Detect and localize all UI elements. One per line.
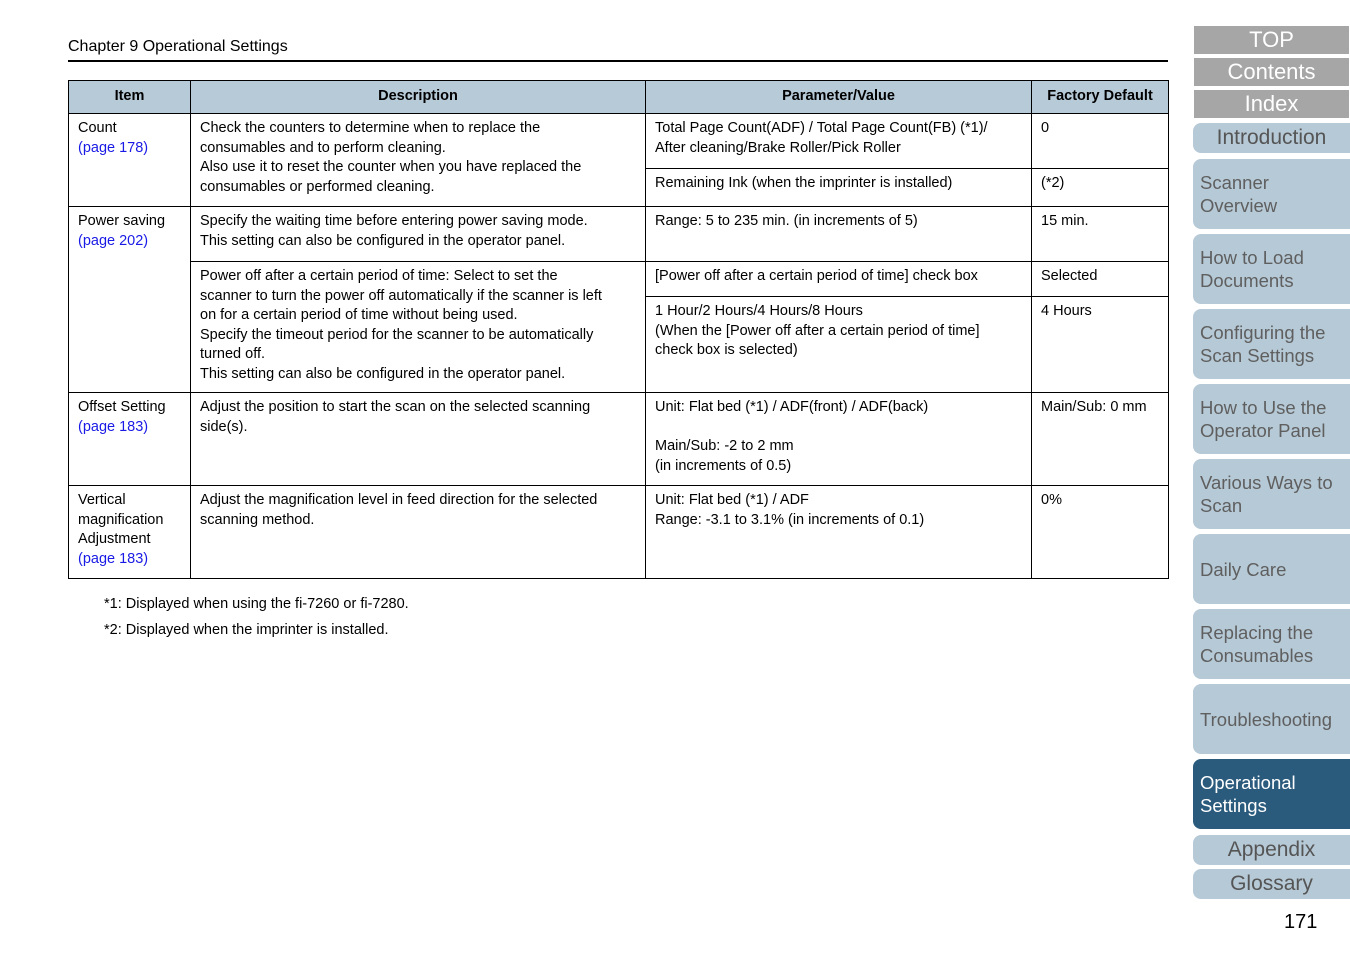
description-line: Check the counters to determine when to replace the [200,120,541,136]
nav-troubleshooting[interactable] [1193,684,1350,754]
page-link[interactable]: (page 178) [78,139,149,156]
table-row [69,486,1169,579]
nav-label: Various Ways to [1200,472,1333,493]
nav-label: Configuring the [1200,322,1326,343]
description-cell [191,262,646,393]
settings-table [68,80,1169,579]
parameter-cell [646,486,1032,579]
parameter-line: After cleaning/Brake Roller/Pick Roller [655,139,901,156]
column-header-default: Factory Default [1032,81,1169,114]
nav-label: How to Load [1200,247,1304,268]
nav-label: Daily Care [1200,558,1287,580]
nav-how-to-load[interactable] [1193,234,1350,304]
nav-appendix[interactable]: Appendix [1193,835,1350,865]
description-line: turned off. [200,346,266,362]
nav-label: Scanner [1200,172,1269,193]
table-row [69,207,1169,262]
parameter-line: Total Page Count(ADF) / Total Page Count(FB) (*1)/ [655,120,988,136]
blank-line [655,418,1022,438]
item-name: Power saving [78,213,166,229]
description-line: scanning method. [200,511,315,528]
nav-scanner-overview[interactable] [1193,159,1350,229]
description-cell [191,207,646,262]
table-row [69,114,1169,169]
page-link[interactable]: (page 202) [78,232,149,249]
description-line: This setting can also be configured in the operator panel. [200,365,566,382]
nav-glossary[interactable]: Glossary [1193,869,1350,899]
table-row [69,262,1169,297]
parameter-line: check box is selected) [655,342,798,358]
nav-replacing-consumables[interactable] [1193,609,1350,679]
default-cell: Selected [1032,262,1169,297]
parameter-line: (in increments of 0.5) [655,457,792,474]
default-cell: Main/Sub: 0 mm [1032,393,1169,486]
description-line: Specify the timeout period for the scanner to be automatically [200,326,594,343]
nav-label: Overview [1200,195,1278,216]
parameter-cell: Remaining Ink (when the imprinter is installed) [646,169,1032,207]
description-line: consumables or performed cleaning. [200,178,435,195]
nav-index-button[interactable]: Index [1194,90,1349,118]
parameter-line: (When the [Power off after a certain period of time] [655,322,980,339]
description-line: consumables and to perform cleaning. [200,139,446,156]
item-cell [69,114,191,207]
table-header-row [69,81,1169,114]
table-row [69,393,1169,486]
footnotes [104,595,409,647]
nav-label: Settings [1200,795,1267,816]
nav-contents-button[interactable]: Contents [1194,58,1349,86]
parameter-line: Unit: Flat bed (*1) / ADF(front) / ADF(back) [655,399,929,415]
item-name: Adjustment [78,531,151,547]
description-line: scanner to turn the power off automatically if the scanner is left [200,287,602,304]
description-cell [191,393,646,486]
description-cell [191,486,646,579]
item-name: magnification [78,511,164,528]
description-line: Adjust the magnification level in feed direction for the selected [200,492,598,508]
nav-configuring-scan[interactable] [1193,309,1350,379]
parameter-cell [646,114,1032,169]
default-cell: 0% [1032,486,1169,579]
parameter-line: 1 Hour/2 Hours/4 Hours/8 Hours [655,303,863,319]
parameter-cell: [Power off after a certain period of time] check box [646,262,1032,297]
item-cell [69,207,191,393]
description-line: Power off after a certain period of time: Select to set the [200,268,558,284]
nav-various-ways[interactable] [1193,459,1350,529]
nav-label: Consumables [1200,645,1314,666]
side-navigation [1193,0,1350,954]
parameter-line: Range: -3.1 to 3.1% (in increments of 0.1) [655,511,925,528]
nav-top-button[interactable]: TOP [1194,26,1349,54]
parameter-cell [646,393,1032,486]
description-line: Also use it to reset the counter when you have replaced the [200,159,582,175]
description-line: Specify the waiting time before entering power saving mode. [200,213,588,229]
nav-label: Operator Panel [1200,420,1326,441]
page-link[interactable]: (page 183) [78,550,149,567]
item-name: Offset Setting [78,399,166,415]
parameter-cell [646,297,1032,393]
default-cell: (*2) [1032,169,1169,207]
description-cell [191,114,646,207]
column-header-description: Description [191,81,646,114]
parameter-line: Main/Sub: -2 to 2 mm [655,438,794,454]
description-line: side(s). [200,418,248,435]
item-cell [69,486,191,579]
nav-label: Operational [1200,772,1296,793]
nav-introduction[interactable]: Introduction [1193,123,1350,153]
nav-label: Documents [1200,270,1294,291]
nav-operator-panel[interactable] [1193,384,1350,454]
page-link[interactable]: (page 183) [78,418,149,435]
nav-label: Troubleshooting [1200,708,1332,730]
nav-label: Scan [1200,495,1243,516]
footnote: *2: Displayed when the imprinter is installed. [104,622,389,638]
chapter-title: Chapter 9 Operational Settings [68,38,288,55]
footnote: *1: Displayed when using the fi-7260 or fi-7280. [104,596,409,612]
nav-operational-settings[interactable] [1193,759,1350,829]
parameter-line: Unit: Flat bed (*1) / ADF [655,492,809,508]
description-line: Adjust the position to start the scan on the selected scanning [200,399,591,415]
chapter-divider [68,60,1168,62]
nav-daily-care[interactable] [1193,534,1350,604]
description-line: This setting can also be configured in the operator panel. [200,232,566,249]
nav-label: Scan Settings [1200,345,1315,366]
parameter-cell: Range: 5 to 235 min. (in increments of 5) [646,207,1032,262]
page-number: 171 [1284,911,1318,933]
default-cell: 4 Hours [1032,297,1169,393]
column-header-parameter: Parameter/Value [646,81,1032,114]
item-cell [69,393,191,486]
item-name: Count [78,120,117,136]
column-header-item: Item [69,81,191,114]
item-name: Vertical [78,492,126,508]
default-cell: 15 min. [1032,207,1169,262]
default-cell: 0 [1032,114,1169,169]
description-line: on for a certain period of time without being used. [200,307,518,323]
nav-label: Replacing the [1200,622,1314,643]
nav-label: How to Use the [1200,397,1327,418]
